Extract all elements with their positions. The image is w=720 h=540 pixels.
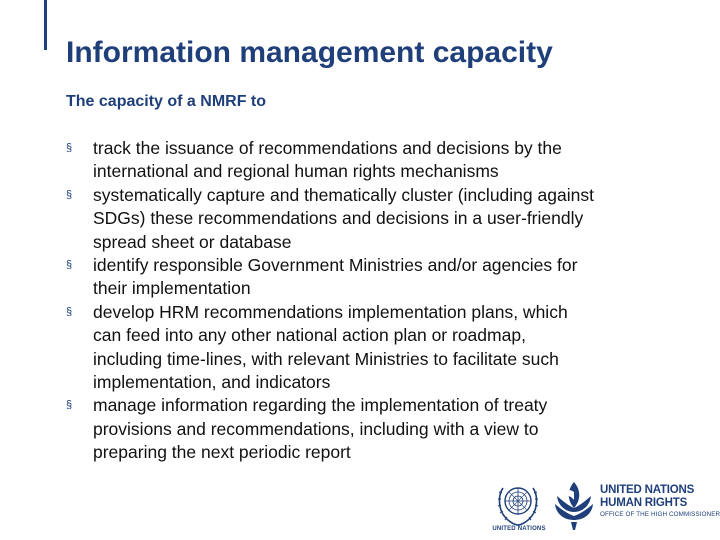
bullet-item-track xyxy=(66,137,666,184)
bullet-line: including time-lines, with relevant Ministries to facilitate such xyxy=(93,348,559,369)
bullet-line: can feed into any other national action plan or roadmap, xyxy=(93,325,526,346)
slide-title: Information management capacity xyxy=(66,36,553,69)
ohchr-line-hr: HUMAN RIGHTS xyxy=(600,497,688,509)
bullet-line: their implementation xyxy=(93,278,251,299)
bullet-line: systematically capture and thematically cluster (including against xyxy=(93,184,594,205)
un-logo-text: UNITED NATIONS xyxy=(492,526,546,532)
bullet-marker-icon: § xyxy=(66,305,73,318)
bullet-line: develop HRM recommendations implementation plans, which xyxy=(93,301,568,322)
bullet-item-develop xyxy=(66,301,666,395)
bullet-line: spread sheet or database xyxy=(93,231,292,252)
bullet-line: SDGs) these recommendations and decisions in a user-friendly xyxy=(93,208,584,229)
bullet-item-capture xyxy=(66,184,666,254)
ohchr-line-office: OFFICE OF THE HIGH COMMISSIONER xyxy=(600,511,720,518)
ohchr-logo-text xyxy=(600,484,720,519)
bullet-list xyxy=(66,137,666,465)
bullet-line: preparing the next periodic report xyxy=(93,442,351,463)
bullet-line: track the issuance of recommendations and decisions by the xyxy=(93,138,562,158)
bullet-marker-icon: § xyxy=(66,142,73,154)
title-accent-bar xyxy=(44,0,47,50)
intro-text: The capacity of a NMRF to xyxy=(66,93,267,110)
bullet-marker-icon: § xyxy=(66,399,73,412)
bullet-line: identify responsible Government Ministries and/or agencies for xyxy=(93,255,578,276)
bullet-line: provisions and recommendations, including with a view to xyxy=(93,418,539,439)
ohchr-line-un: UNITED NATIONS xyxy=(600,484,695,496)
bullet-item-manage xyxy=(66,394,666,464)
bullet-marker-icon: § xyxy=(66,188,73,201)
bullet-item-identify xyxy=(66,254,666,301)
bullet-line: manage information regarding the implementation of treaty xyxy=(93,395,548,416)
bullet-marker-icon: § xyxy=(66,259,73,272)
bullet-line: implementation, and indicators xyxy=(93,372,331,393)
bullet-line: international and regional human rights mechanisms xyxy=(93,161,499,182)
ohchr-emblem-icon xyxy=(554,478,594,530)
logo-area xyxy=(492,474,720,536)
